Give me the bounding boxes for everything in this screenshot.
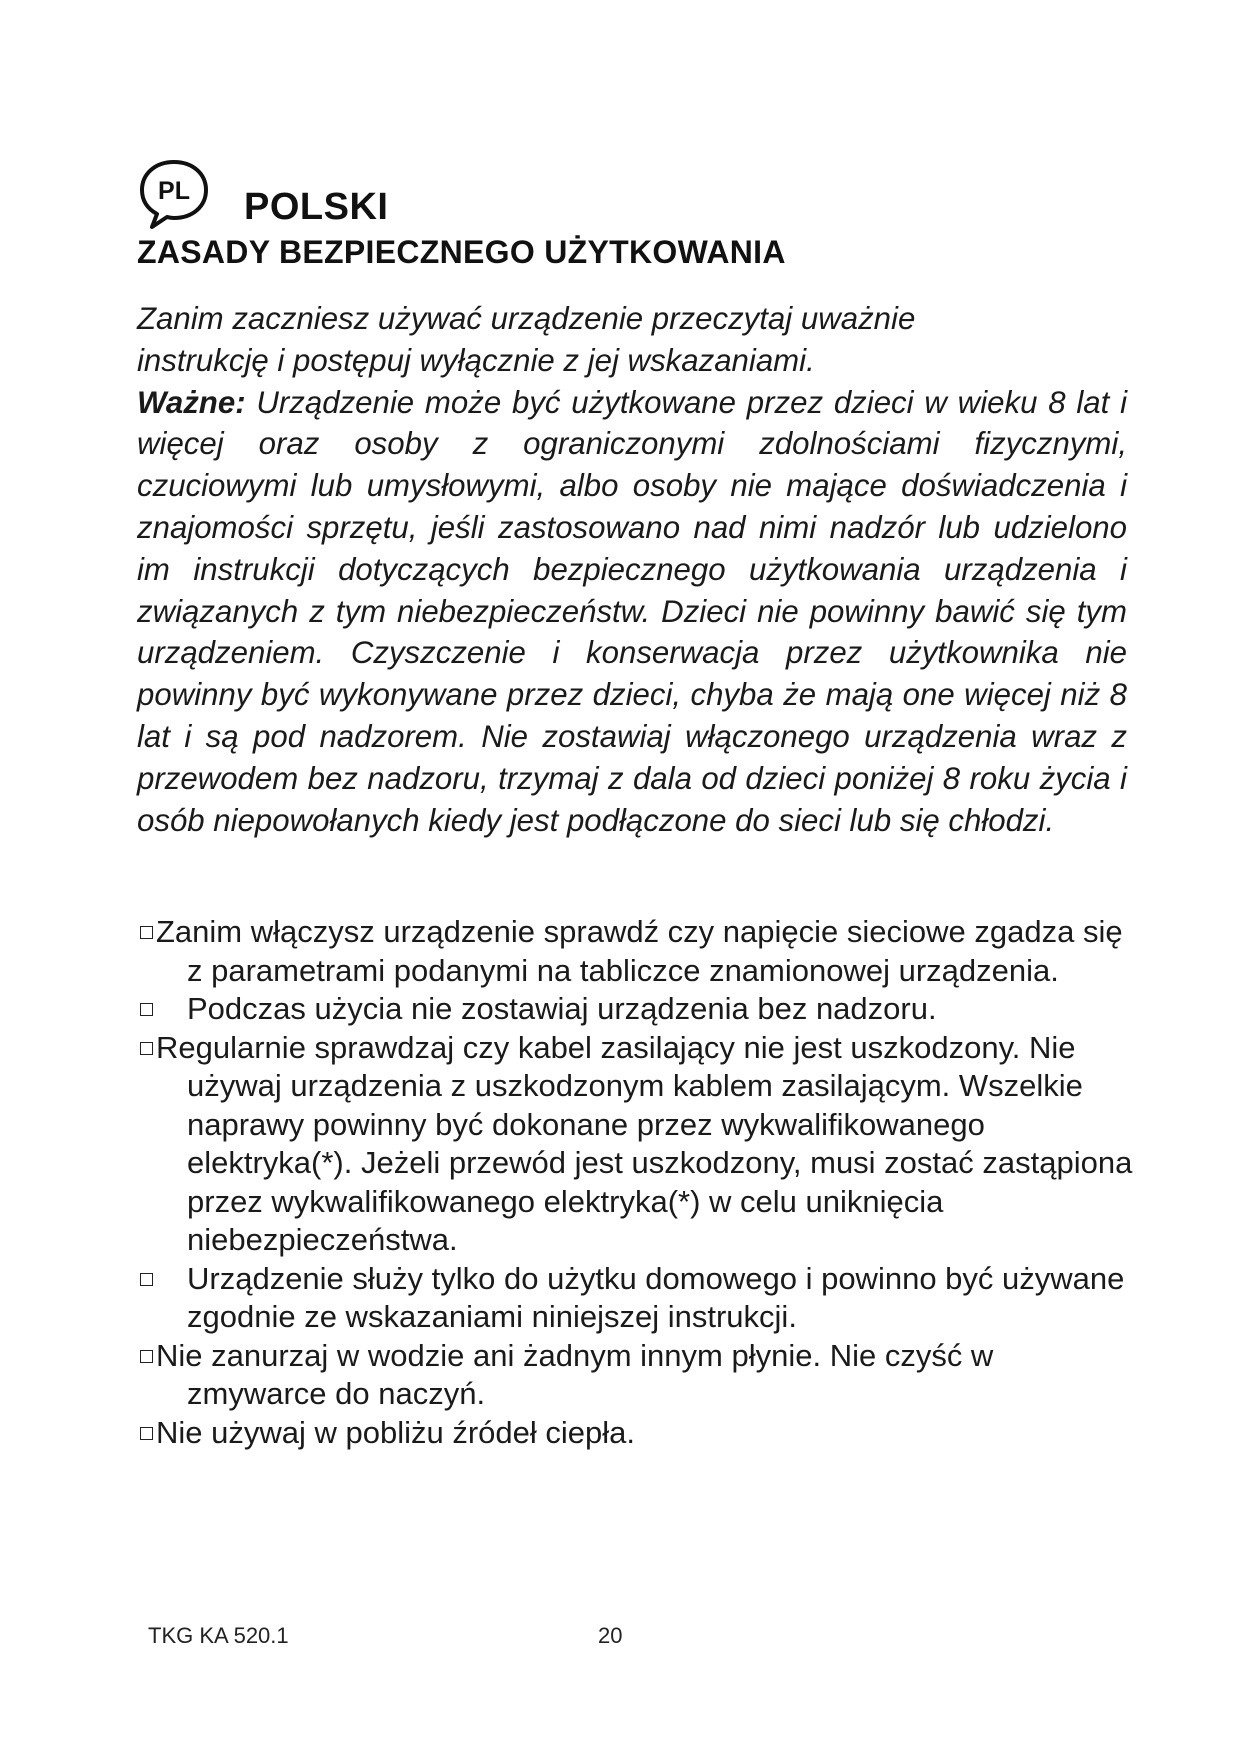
rule-item [137,1337,1137,1414]
rule-item [137,1414,1137,1453]
checkbox-bullet-icon [140,1003,153,1016]
important-notice [137,382,1127,842]
language-badge-text: PL [158,177,190,205]
rule-item [137,1029,1137,1260]
rule-item [137,1260,1137,1337]
important-text: Urządzenie może być użytkowane przez dzieci w wieku 8 lat i więcej oraz osoby z ograniczonymi zdolnościami fizycznymi, czuciowymi lub umysłowymi, albo osoby nie mające doświadczenia i znajomości sprzętu, jeśli zastosowano nad nimi nadzór lub udzielono im instrukcji dotyczących bezpiecznego użytkowania urządzenia i związanych z tym niebezpieczeństw. Dzieci nie powinny bawić się tym urządzeniem. Czyszczenie i konserwacja przez użytkownika nie powinny być wykonywane przez dzieci, chyba że mają one więcej niż 8 lat i są pod nadzorem. Nie zostawiaj włączonego urządzenia wraz z przewodem bez nadzoru, trzymaj z dala od dzieci poniżej 8 roku życia i osób niepowołanych kiedy jest podłączone do sieci lub się chłodzi. [137,384,1127,838]
checkbox-bullet-icon [140,1042,153,1055]
rule-text: Urządzenie służy tylko do użytku domowego i powinno być używane zgodnie ze wskazaniami niniejszej instrukcji. [187,1260,1125,1334]
rule-item [137,990,1137,1029]
page-number: 20 [598,1623,623,1648]
footer-model: TKG KA 520.1 [148,1623,289,1648]
language-name: POLSKI [244,186,389,228]
important-label: Ważne: [137,384,246,420]
rule-text: Nie używaj w pobliżu źródeł ciepła. [156,1414,636,1450]
intro-sentence: Zanim zaczniesz używać urządzenie przeczytaj uważnie instrukcję i postępuj wyłącznie z jej wskazaniami. [137,301,916,378]
checkbox-bullet-icon [140,926,153,939]
rule-text: Zanim włączysz urządzenie sprawdź czy napięcie sieciowe zgadza się z parametrami podanymi na tabliczce znamionowej urządzenia. [156,914,1123,988]
rule-text: Nie zanurzaj w wodzie ani żadnym innym płynie. Nie czyść w zmywarce do naczyń. [156,1337,994,1411]
checkbox-bullet-icon [140,1273,153,1286]
rule-text: Regularnie sprawdzaj czy kabel zasilający nie jest uszkodzony. Nie używaj urządzenia z uszkodzonym kablem zasilającym. Wszelkie naprawy powinny być dokonane przez wykwalifikowanego elektryka(*). Jeżeli przewód jest uszkodzony, musi zostać zastąpiona przez wykwalifikowanego elektryka(*) w celu uniknięcia niebezpieczeństwa. [156,1029,1133,1257]
intro-paragraph [137,298,1127,841]
checkbox-bullet-icon [140,1350,153,1363]
speech-bubble-icon [134,154,214,234]
safety-rules-list [137,913,1137,1452]
checkbox-bullet-icon [140,1427,153,1440]
rule-item [137,913,1137,990]
section-title: ZASADY BEZPIECZNEGO UŻYTKOWANIA [137,234,786,270]
rule-text: Podczas użycia nie zostawiaj urządzenia bez nadzoru. [187,991,937,1026]
